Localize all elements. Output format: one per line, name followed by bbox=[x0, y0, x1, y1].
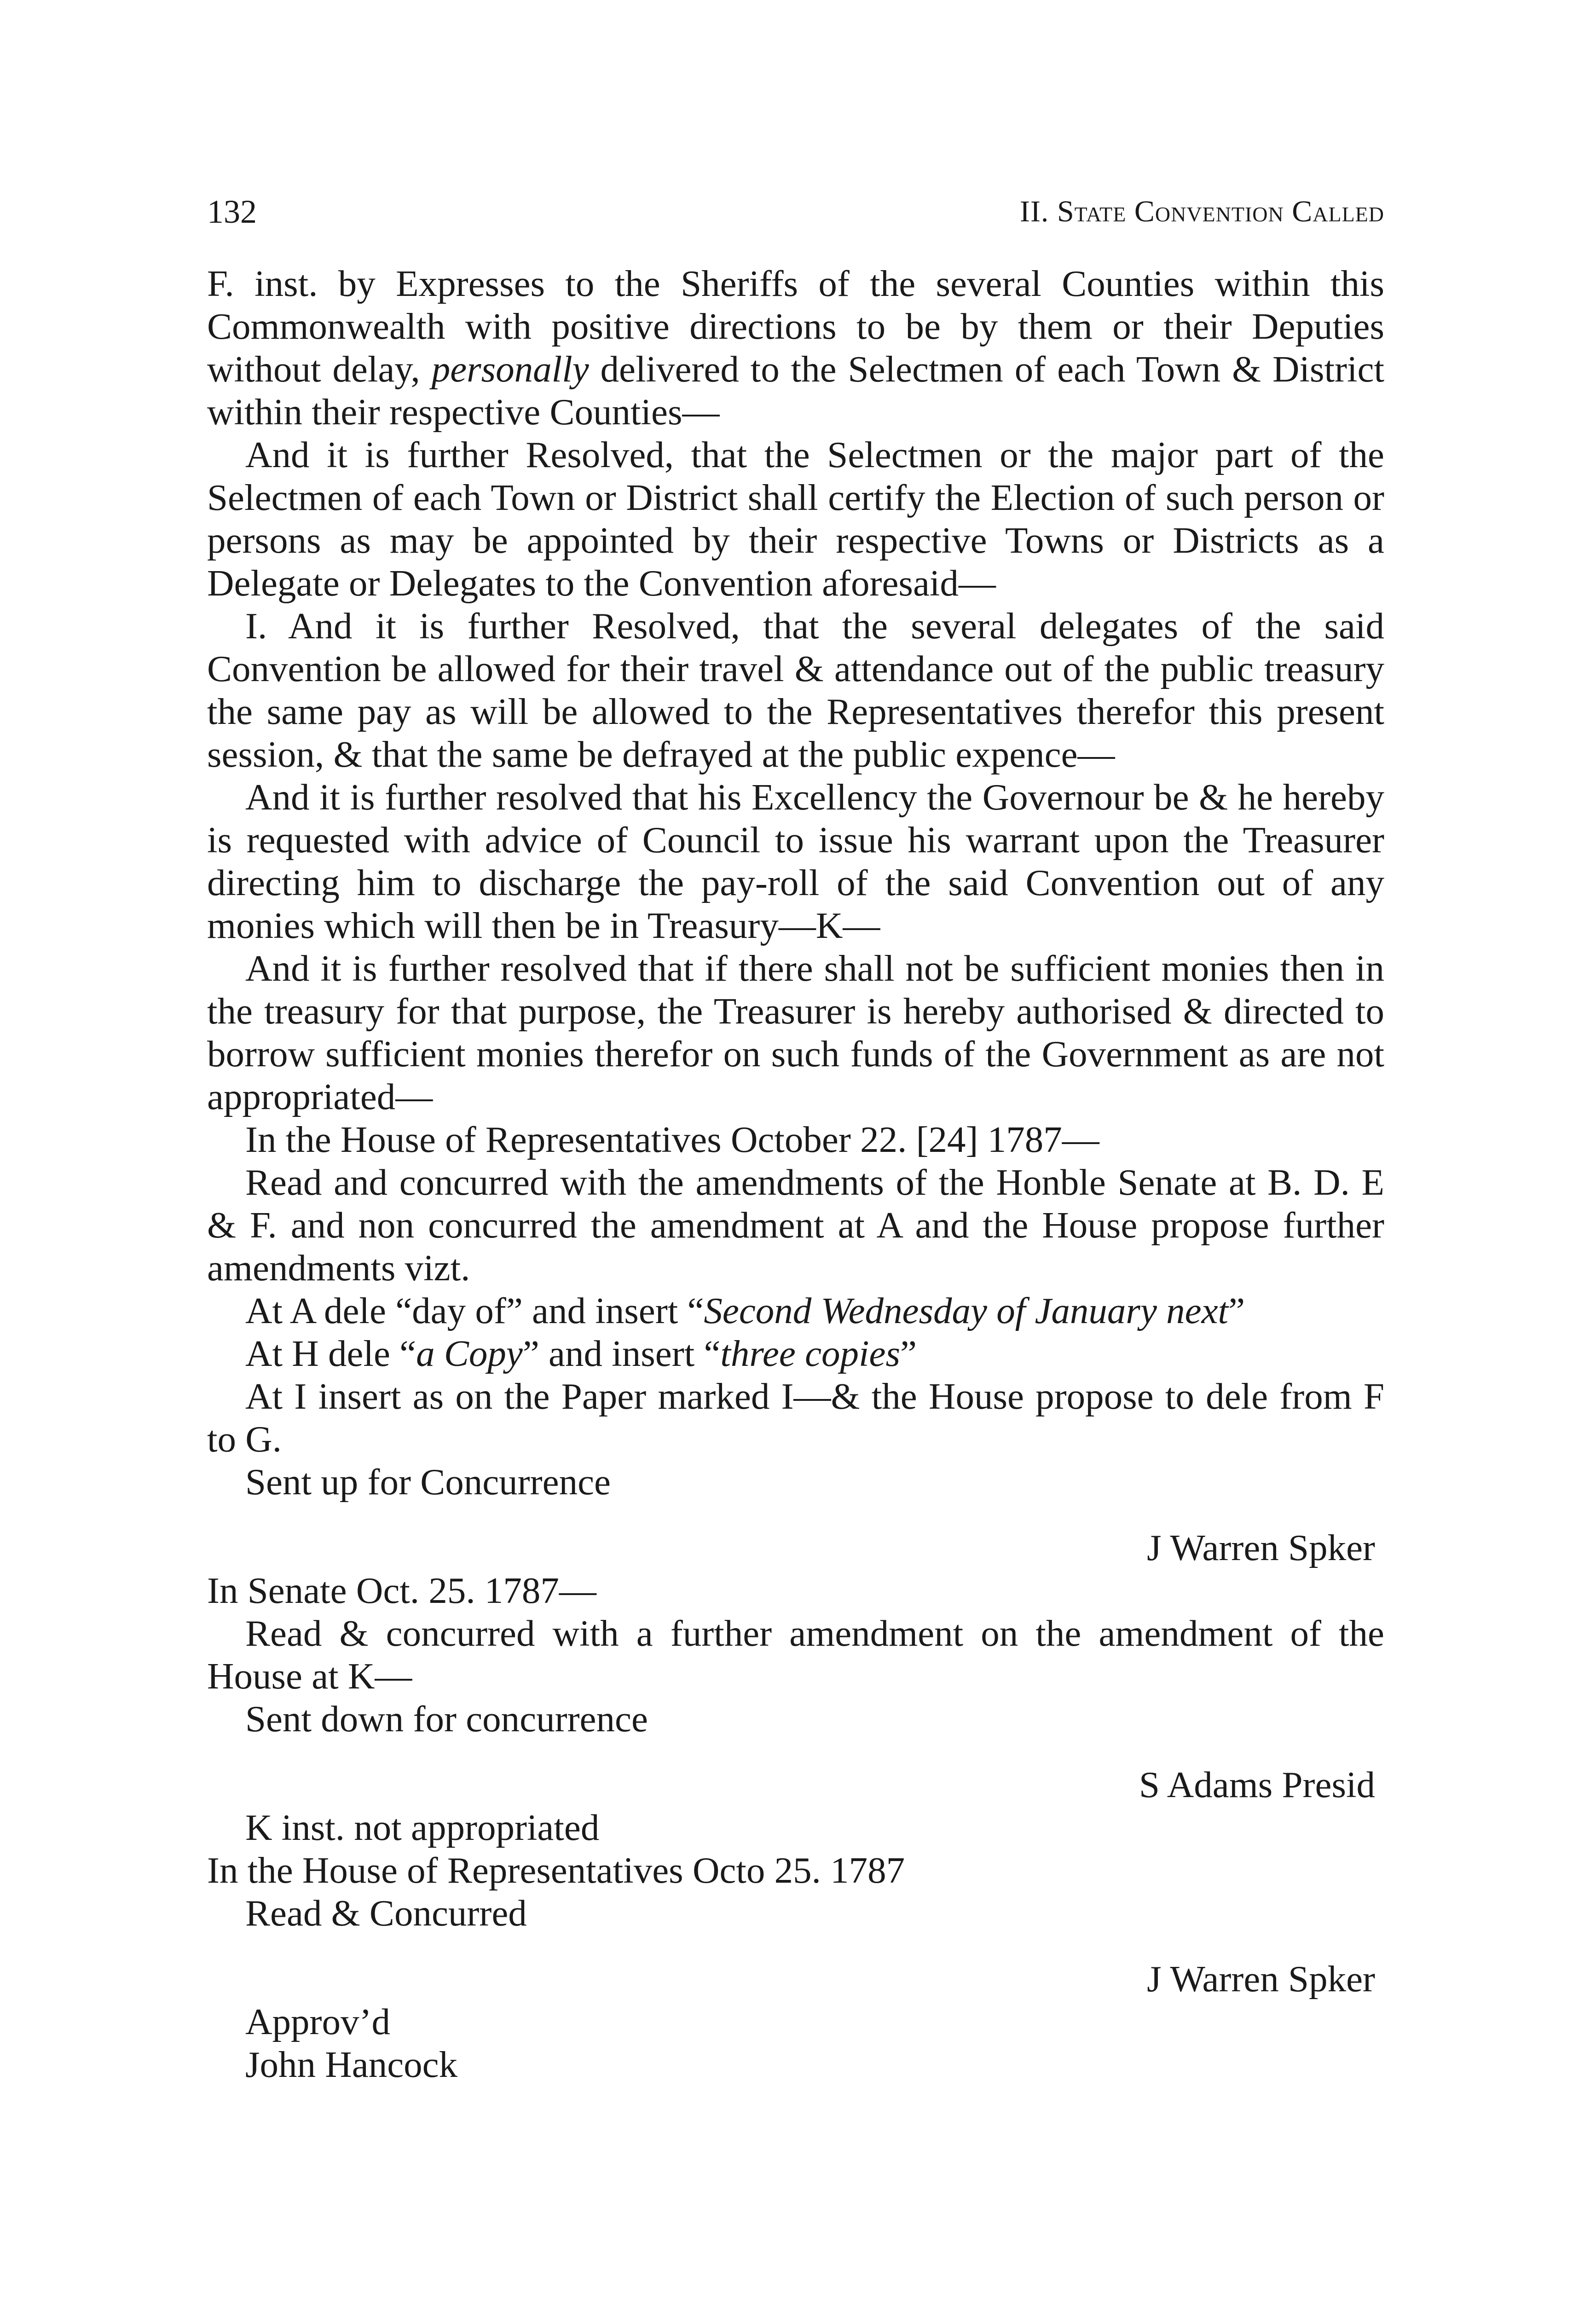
amendment-h-emphasis-1: a Copy bbox=[416, 1333, 523, 1374]
read-concurred-line: Read & Concurred bbox=[245, 1892, 527, 1934]
document-body bbox=[207, 262, 1384, 2086]
running-head-prefix: II. bbox=[1019, 195, 1057, 228]
running-head bbox=[1020, 189, 1384, 235]
senate-date-line: In Senate Oct. 25. 1787— bbox=[207, 1570, 596, 1611]
amendment-h bbox=[207, 1332, 1384, 1375]
paragraph-7: Read and concurred with the amendments of the Honble Senate at B. D. E & F. and non concurred the amendment at A and the House propose further amendments vizt. bbox=[207, 1162, 1384, 1289]
approval-line: Approv’d bbox=[245, 2001, 390, 2042]
paragraph-1 bbox=[207, 262, 1384, 434]
amendment-a-part-b: ” bbox=[1228, 1290, 1245, 1331]
approval-signatory: John Hancock bbox=[245, 2044, 458, 2085]
k-instruction-line: K inst. not appropriated bbox=[245, 1807, 600, 1848]
amendment-h-part-b: ” and insert “ bbox=[522, 1333, 721, 1374]
paragraph-13: Read & concurred with a further amendment on the amendment of the House at K— bbox=[207, 1613, 1384, 1697]
signature-warren-2: J Warren Spker bbox=[1147, 1958, 1375, 2000]
house-date-line-2: In the House of Representatives Octo 25. 1787 bbox=[207, 1850, 905, 1891]
paragraph-4: And it is further resolved that his Excellency the Governour be & he hereby is requested with advice of Council to issue his warrant upon the Treasurer directing him to discharge the pay-roll of the said Convention out of any monies which will then be in Treasury—K— bbox=[207, 776, 1384, 946]
house-date-line: In the House of Representatives October 22. [24] 1787— bbox=[245, 1119, 1099, 1160]
sent-up-line: Sent up for Concurrence bbox=[245, 1461, 611, 1503]
amendment-a-emphasis: Second Wednesday of January next bbox=[704, 1290, 1229, 1331]
paragraph-3: I. And it is further Resolved, that the several delegates of the said Convention be allowed for their travel & attendance out of the public treasury the same pay as will be allowed to the Representatives therefor this present session, & that the same be defrayed at the public expence— bbox=[207, 605, 1384, 775]
page-number: 132 bbox=[207, 193, 257, 230]
signature-adams: S Adams Presid bbox=[1139, 1764, 1375, 1805]
paragraph-1-part-b: delivered to the Selectmen of each Town & District within their respective Counties— bbox=[207, 348, 1384, 433]
sent-down-line: Sent down for concurrence bbox=[245, 1698, 648, 1740]
paragraph-5: And it is further resolved that if there shall not be sufficient monies then in the treasury for that purpose, the Treasurer is hereby authorised & directed to borrow sufficient monies therefor on such funds of the Government as are not appropriated— bbox=[207, 948, 1384, 1117]
page-header bbox=[207, 189, 1384, 235]
amendment-i: At I insert as on the Paper marked I—& the House propose to dele from F to G. bbox=[207, 1376, 1384, 1460]
running-head-title: State Convention Called bbox=[1057, 195, 1384, 228]
amendment-a-part-a: At A dele “day of” and insert “ bbox=[245, 1290, 704, 1331]
amendment-h-part-c: ” bbox=[900, 1333, 917, 1374]
paragraph-1-emphasis: personally bbox=[431, 348, 589, 390]
amendment-h-emphasis-2: three copies bbox=[720, 1333, 901, 1374]
amendment-a bbox=[207, 1289, 1384, 1332]
paragraph-1-part-a: F. inst. by Expresses to the Sheriffs of the several Counties within this Commonwealth with positive directions to be by them or their Deputies without delay, bbox=[207, 263, 1384, 390]
paragraph-2: And it is further Resolved, that the Selectmen or the major part of the Selectmen of each Town or District shall certify the Election of such person or persons as may be appointed by their respective Towns or Districts as a Delegate or Delegates to the Convention aforesaid— bbox=[207, 434, 1384, 604]
signature-warren-1: J Warren Spker bbox=[1147, 1527, 1375, 1568]
amendment-h-part-a: At H dele “ bbox=[245, 1333, 416, 1374]
